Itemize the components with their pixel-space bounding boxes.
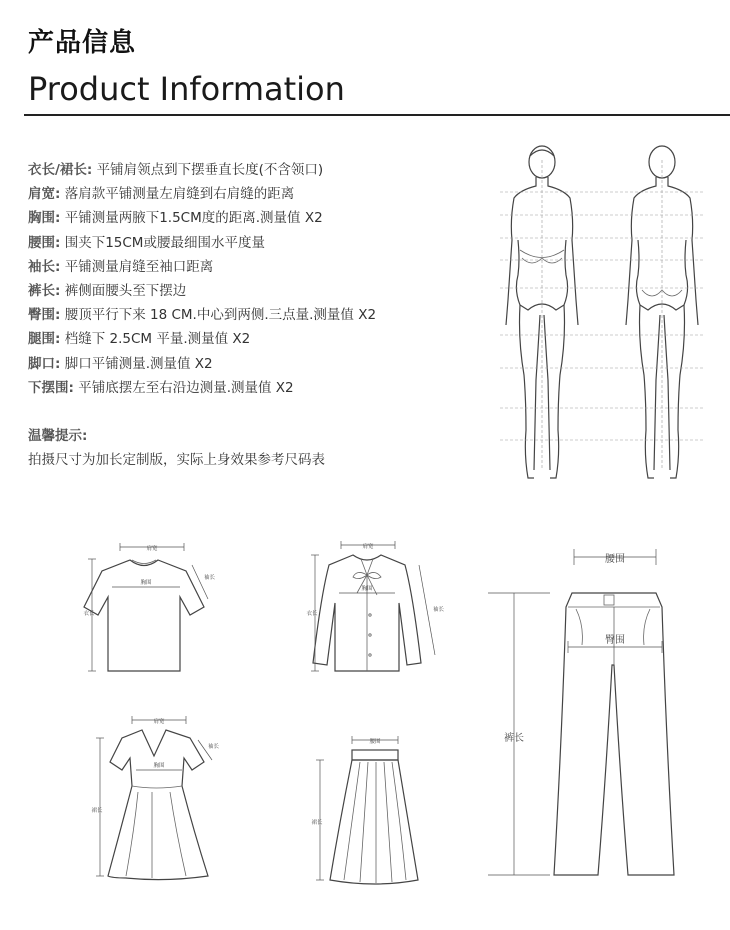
tshirt-length-label: 衣长 xyxy=(83,611,95,617)
spec-label: 腰围: xyxy=(28,234,61,251)
body-figures-illustration xyxy=(490,140,720,490)
page-title-cn: 产品信息 xyxy=(28,28,137,58)
spec-list xyxy=(28,158,498,400)
pants-hip-label: 臀围 xyxy=(605,635,625,646)
spec-row xyxy=(28,158,498,182)
spec-row xyxy=(28,206,498,230)
spec-text: 平铺测量两腋下1.5CM度的距离.测量值 X2 xyxy=(60,210,323,227)
spec-row xyxy=(28,352,498,376)
tshirt-diagram xyxy=(80,535,220,685)
dress-diagram xyxy=(90,712,230,882)
header-divider xyxy=(24,114,730,116)
spec-row xyxy=(28,376,498,400)
tip-text: 拍摄尺寸为加长定制版，实际上身效果参考尺码表 xyxy=(28,452,325,468)
spec-label: 胸围: xyxy=(28,210,61,227)
spec-text: 脚口平铺测量.测量值 X2 xyxy=(60,355,213,372)
body-guide-lines xyxy=(500,192,705,440)
spec-label: 脚口: xyxy=(28,355,61,372)
spec-label: 臀围: xyxy=(28,307,61,324)
spec-text: 平铺肩领点到下摆垂直长度(不含领口) xyxy=(92,162,324,178)
spec-row xyxy=(28,327,498,351)
body-back-figure xyxy=(626,146,698,478)
dress-chest-label: 胸围 xyxy=(153,763,165,769)
dress-shoulder-label: 肩宽 xyxy=(153,719,165,725)
pants-waist-label: 腰围 xyxy=(605,554,625,565)
spec-row xyxy=(28,303,498,327)
tshirt-sleeve-label: 袖长 xyxy=(204,575,216,581)
pants-diagram xyxy=(480,535,690,885)
skirt-length-label: 裙长 xyxy=(311,820,323,826)
spec-text: 落肩款平铺测量左肩缝到右肩缝的距离 xyxy=(60,186,295,203)
spec-row xyxy=(28,182,498,206)
spec-label: 袖长: xyxy=(28,258,61,275)
spec-row xyxy=(28,231,498,255)
spec-text: 档缝下 2.5CM 平量.测量值 X2 xyxy=(60,331,251,348)
tshirt-shoulder-label: 肩宽 xyxy=(146,546,158,552)
spec-label: 下摆围: xyxy=(28,379,74,396)
blouse-diagram xyxy=(295,535,445,685)
skirt-diagram xyxy=(300,730,430,890)
body-front-figure xyxy=(506,146,578,478)
pants-length-label: 裤长 xyxy=(504,733,524,744)
blouse-sleeve-label: 袖长 xyxy=(433,607,445,613)
page-title-en: Product Information xyxy=(28,70,345,108)
spec-label: 肩宽: xyxy=(28,186,61,203)
spec-label: 腿围: xyxy=(28,331,61,348)
spec-label: 衣长/裙长: xyxy=(28,162,93,178)
blouse-shoulder-label: 肩宽 xyxy=(362,544,374,550)
dress-sleeve-label: 袖长 xyxy=(208,744,220,750)
skirt-waist-label: 腰围 xyxy=(369,739,381,745)
tshirt-chest-label: 胸围 xyxy=(140,580,152,586)
spec-text: 腰顶平行下来 18 CM.中心到两侧.三点量.测量值 X2 xyxy=(60,307,377,324)
spec-text: 裤侧面腰头至下摆边 xyxy=(60,283,187,300)
spec-label: 裤长: xyxy=(28,283,61,300)
spec-text: 平铺底摆左至右沿边测量.测量值 X2 xyxy=(73,379,294,396)
spec-text: 平铺测量肩缝至袖口距离 xyxy=(60,258,214,275)
spec-row xyxy=(28,255,498,279)
dress-length-label: 裙长 xyxy=(91,808,103,814)
spec-row xyxy=(28,279,498,303)
blouse-length-label: 衣长 xyxy=(306,611,318,617)
tip-title: 温馨提示: xyxy=(28,428,88,444)
blouse-chest-label: 胸围 xyxy=(361,586,373,592)
spec-text: 围夹下15CM或腰最细围水平度量 xyxy=(60,234,265,251)
